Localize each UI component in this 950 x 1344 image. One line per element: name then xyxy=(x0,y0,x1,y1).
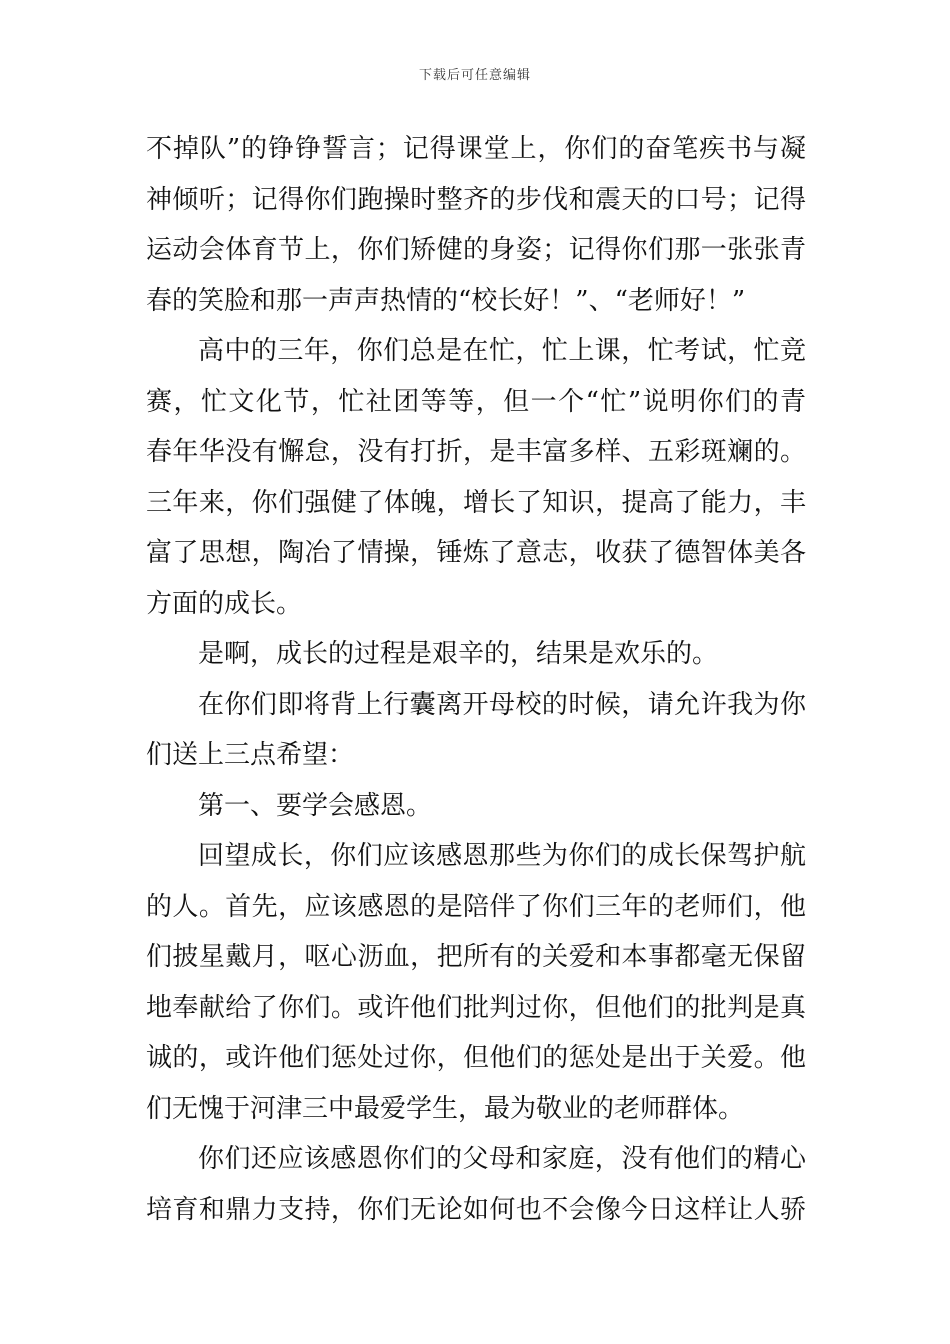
text-line: 是啊，成长的过程是艰辛的，结果是欢乐的。 xyxy=(198,639,719,669)
text-line: 们送上三点希望： xyxy=(146,740,355,770)
text-line: 赛，忙文化节，忙社团等等，但一个“忙”说明你们的青 xyxy=(146,386,806,417)
text-line: 地奉献给了你们。或许他们批判过你，但他们的批判是真 xyxy=(146,992,806,1023)
text-line: 在你们即将背上行囊离开母校的时候，请允许我为你 xyxy=(198,689,806,720)
text-line: 高中的三年，你们总是在忙，忙上课，忙考试，忙竞 xyxy=(198,336,806,366)
document-body xyxy=(146,124,806,1235)
text-line: 回望成长，你们应该感恩那些为你们的成长保驾护航 xyxy=(198,841,806,871)
text-line: 你们还应该感恩你们的父母和家庭，没有他们的精心 xyxy=(198,1144,806,1174)
text-line: 们无愧于河津三中最爱学生，最为敬业的老师群体。 xyxy=(146,1093,745,1124)
text-line: 春的笑脸和那一声声热情的“校长好！”、“老师好！” xyxy=(146,285,746,316)
text-line: 们披星戴月，呕心沥血，把所有的关爱和本事都毫无保留 xyxy=(146,942,806,972)
text-line: 三年来，你们强健了体魄，增长了知识，提高了能力，丰 xyxy=(146,487,806,518)
text-line: 运动会体育节上，你们矫健的身姿；记得你们那一张张青 xyxy=(146,235,806,265)
page-header: 下载后可任意编辑 xyxy=(418,68,531,83)
text-line: 春年华没有懈怠，没有打折，是丰富多样、五彩斑斓的。 xyxy=(146,437,806,467)
text-line: 富了思想，陶冶了情操，锤炼了意志，收获了德智体美各 xyxy=(146,538,806,568)
text-line: 培育和鼎力支持，你们无论如何也不会像今日这样让人骄 xyxy=(146,1194,806,1225)
text-line: 方面的成长。 xyxy=(146,588,303,619)
section-heading: 第一、要学会感恩。 xyxy=(198,790,433,821)
text-line: 诚的，或许他们惩处过你，但他们的惩处是出于关爱。他 xyxy=(146,1043,806,1073)
text-line: 不掉队”的铮铮誓言；记得课堂上，你们的奋笔疾书与凝 xyxy=(146,134,806,164)
text-line: 神倾听；记得你们跑操时整齐的步伐和震天的口号；记得 xyxy=(146,184,806,215)
text-line: 的人。首先，应该感恩的是陪伴了你们三年的老师们，他 xyxy=(146,891,806,922)
